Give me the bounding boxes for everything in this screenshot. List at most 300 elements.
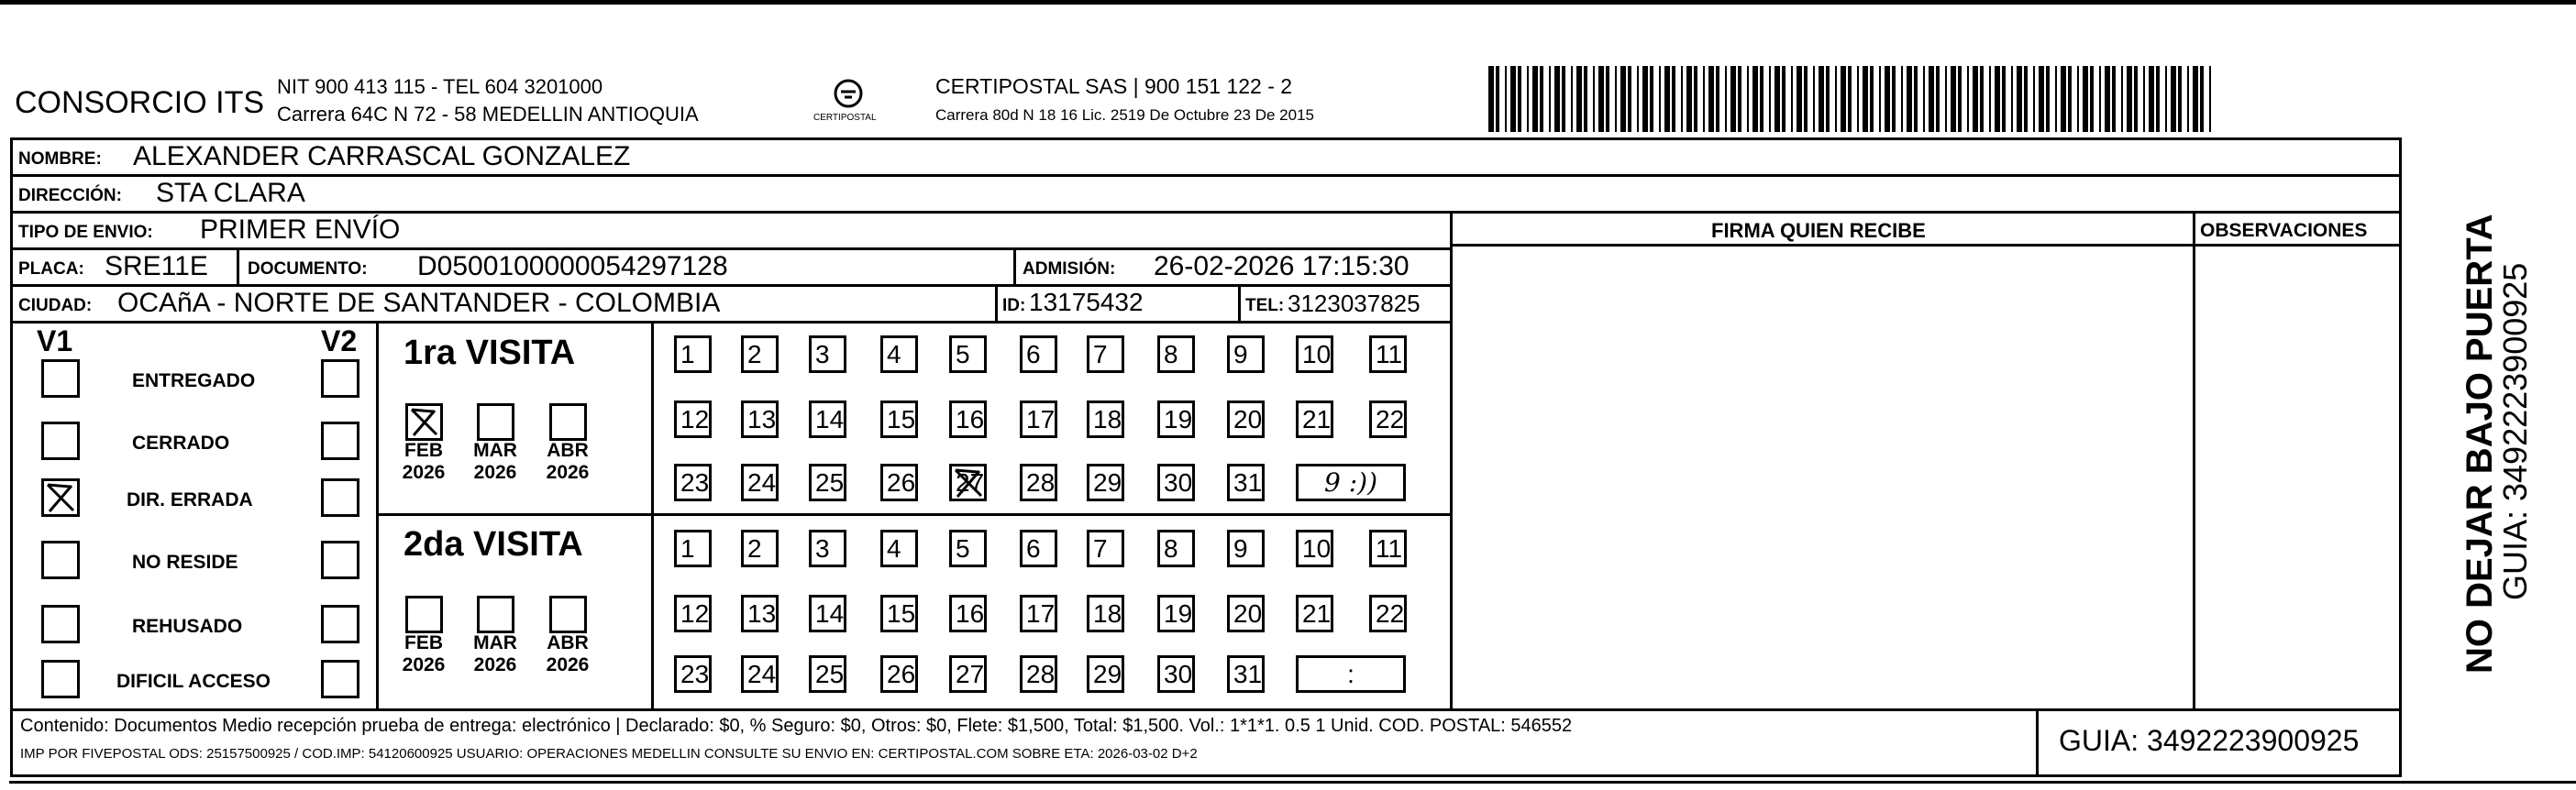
day-number: 6 (1026, 534, 1041, 563)
barcode-bar (1967, 66, 1969, 132)
month-name: FEB (404, 440, 443, 461)
barcode-bar (1835, 66, 1837, 132)
row-line-4 (1450, 244, 2402, 247)
day-number: 10 (1302, 340, 1332, 368)
barcode-bar (1606, 66, 1609, 132)
v1-checkbox[interactable] (41, 422, 80, 460)
direccion-label: DIRECCIÓN: (18, 186, 122, 205)
status-label: CERRADO (132, 433, 230, 454)
barcode-bar (2061, 66, 2066, 132)
day-number: 11 (1376, 340, 1403, 368)
barcode-bar (1760, 66, 1763, 132)
barcode-bar (1571, 66, 1573, 132)
day-number: 29 (1093, 468, 1122, 497)
day-checkbox[interactable] (809, 595, 846, 632)
barcode-bar (1892, 66, 1896, 132)
placa-value: SRE11E (105, 251, 208, 281)
barcode-bar (1527, 66, 1529, 132)
barcode-bar (1725, 66, 1727, 132)
day-checkbox[interactable] (949, 335, 987, 373)
barcode-bar (2178, 66, 2182, 132)
day-checkbox[interactable] (1157, 655, 1195, 693)
day-checkbox[interactable] (1020, 595, 1057, 632)
footer-print-line: IMP POR FIVEPOSTAL ODS: 25157500925 / COD.IMP: 54120600925 USUARIO: OPERACIONES MEDELLIN CONSULTE SU ENVIO EN: CERTIPOSTAL.COM SOBRE ETA: 2026-03-02 D+2 (20, 746, 1198, 762)
day-checkbox[interactable] (880, 595, 918, 632)
day-checkbox[interactable] (1296, 530, 1333, 567)
day-checkbox[interactable] (1020, 464, 1057, 501)
day-checkbox[interactable] (741, 530, 779, 567)
day-number: 12 (680, 405, 710, 433)
month-year: 2026 (546, 654, 590, 675)
check-mark-icon (408, 406, 440, 438)
month-name: MAR (473, 632, 517, 653)
day-number: 15 (887, 599, 916, 628)
barcode-bar (1769, 66, 1771, 132)
day-number: 4 (887, 340, 901, 368)
barcode-bar (1747, 66, 1749, 132)
barcode-bar (1615, 66, 1617, 132)
barcode-bar (2017, 66, 2022, 132)
footer-guia: GUIA: 3492223900925 (2059, 724, 2360, 757)
day-number: 29 (1093, 660, 1122, 688)
direccion-value: STA CLARA (156, 178, 305, 208)
barcode-bar (2046, 66, 2050, 132)
day-number: 13 (747, 405, 777, 433)
id-divider (995, 284, 998, 321)
v2-label: V2 (321, 324, 358, 357)
tel-value: 3123037825 (1288, 290, 1421, 317)
month-checkbox[interactable] (549, 403, 587, 441)
day-checkbox[interactable] (1369, 335, 1407, 373)
barcode-bar (2200, 66, 2204, 132)
barcode-bar (2068, 66, 2072, 132)
month-label (396, 440, 451, 484)
barcode-bar (1620, 66, 1626, 132)
admision-value: 26-02-2026 17:15:30 (1154, 251, 1410, 281)
certipostal-line2: Carrera 80d N 18 16 Lic. 2519 De Octubre 23 De 2015 (935, 106, 1314, 124)
tipo-envio-label: TIPO DE ENVIO: (18, 223, 153, 242)
status-label: REHUSADO (132, 616, 243, 637)
day-checkbox[interactable] (741, 400, 779, 438)
day-checkbox[interactable] (741, 595, 779, 632)
v2-checkbox[interactable] (321, 541, 359, 579)
day-number: 7 (1093, 340, 1108, 368)
barcode-bar (2099, 66, 2101, 132)
day-number: 17 (1026, 599, 1056, 628)
day-number: 7 (1093, 534, 1108, 563)
barcode-bar (1672, 66, 1675, 132)
day-number: 27 (956, 660, 985, 688)
month-year: 2026 (402, 462, 446, 483)
time-value: 9 :)) (1324, 467, 1377, 498)
barcode-bar (1694, 66, 1697, 132)
day-checkbox[interactable] (674, 530, 712, 567)
month-checkbox[interactable] (477, 403, 514, 441)
observaciones-divider (2193, 211, 2195, 710)
day-checkbox[interactable] (741, 464, 779, 501)
month-label (540, 632, 595, 676)
time-value: : (1347, 660, 1354, 688)
barcode-bar (1628, 66, 1631, 132)
tel-divider (1238, 284, 1241, 321)
barcode-bar (1914, 66, 1918, 132)
barcode-bar (1738, 66, 1741, 132)
barcode-bar (1936, 66, 1940, 132)
barcode-bar (1659, 66, 1661, 132)
day-number: 28 (1026, 660, 1056, 688)
day-checkbox[interactable] (674, 464, 712, 501)
barcode-bar (1510, 66, 1516, 132)
top-border (0, 0, 2576, 5)
day-number: 19 (1164, 405, 1193, 433)
barcode-bar (2149, 66, 2154, 132)
v2-checkbox[interactable] (321, 422, 359, 460)
observaciones-label: OBSERVACIONES (2200, 220, 2368, 241)
day-checkbox[interactable] (1296, 335, 1333, 373)
day-checkbox[interactable] (1296, 400, 1333, 438)
day-number: 1 (680, 534, 695, 563)
day-checkbox[interactable] (674, 595, 712, 632)
day-checkbox[interactable] (880, 530, 918, 567)
row-line-1 (10, 174, 2402, 177)
day-checkbox[interactable] (674, 655, 712, 693)
day-checkbox[interactable] (1020, 655, 1057, 693)
barcode-bar (2105, 66, 2110, 132)
barcode-bar (1980, 66, 1984, 132)
footer-line (10, 708, 2402, 711)
barcode-bar (2209, 66, 2211, 132)
day-checkbox[interactable] (1369, 400, 1407, 438)
barcode-bar (2083, 66, 2088, 132)
day-checkbox[interactable] (949, 595, 987, 632)
day-checkbox[interactable] (880, 655, 918, 693)
guia-divider (2036, 708, 2039, 777)
day-number: 30 (1164, 660, 1193, 688)
day-checkbox[interactable] (809, 655, 846, 693)
day-checkbox[interactable] (880, 335, 918, 373)
barcode-bar (1804, 66, 1808, 132)
day-checkbox[interactable] (1087, 464, 1124, 501)
barcode-bar (1870, 66, 1874, 132)
month-year: 2026 (546, 462, 590, 483)
barcode-bar (1791, 66, 1793, 132)
day-number: 26 (887, 660, 916, 688)
day-number: 22 (1376, 599, 1405, 628)
month-checkbox[interactable] (477, 596, 514, 633)
documento-value: D0500100000054297128 (417, 251, 728, 281)
ciudad-value: OCAñA - NORTE DE SANTANDER - COLOMBIA (117, 288, 721, 318)
v2-checkbox[interactable] (321, 359, 359, 398)
check-mark-icon (44, 481, 77, 514)
barcode-bar (1549, 66, 1551, 132)
day-number: 18 (1093, 599, 1122, 628)
logo-text: CERTIPOSTAL (813, 113, 877, 123)
row-line-5 (10, 284, 1452, 287)
barcode-bar (1885, 66, 1890, 132)
barcode-bar (1576, 66, 1582, 132)
barcode-bar (2077, 66, 2079, 132)
day-checkbox[interactable] (1227, 464, 1265, 501)
barcode-bar (2134, 66, 2138, 132)
v2-checkbox[interactable] (321, 605, 359, 643)
barcode-bar (1951, 66, 1956, 132)
day-checkbox[interactable] (1087, 655, 1124, 693)
v1-checkbox[interactable] (41, 359, 80, 398)
day-number: 25 (815, 660, 845, 688)
day-number: 12 (680, 599, 710, 628)
nit-line: NIT 900 413 115 - TEL 604 3201000 (277, 75, 603, 98)
day-checkbox[interactable] (1227, 400, 1265, 438)
side-warning-text: NO DEJAR BAJO PUERTA (2460, 214, 2500, 674)
day-number: 31 (1233, 660, 1263, 688)
v1-checkbox[interactable] (41, 660, 80, 698)
day-checkbox[interactable] (1369, 595, 1407, 632)
day-number: 16 (956, 599, 985, 628)
barcode-bar (1907, 66, 1912, 132)
day-checkbox[interactable] (741, 655, 779, 693)
placa-label: PLACA: (18, 259, 84, 279)
barcode-bar (1901, 66, 1903, 132)
month-name: FEB (404, 632, 443, 653)
day-checkbox[interactable] (674, 335, 712, 373)
day-checkbox[interactable] (1020, 335, 1057, 373)
tipo-envio-value: PRIMER ENVÍO (200, 214, 401, 245)
day-number: 15 (887, 405, 916, 433)
day-number: 23 (680, 660, 710, 688)
day-checkbox[interactable] (1020, 530, 1057, 567)
day-number: 30 (1164, 468, 1193, 497)
barcode-bar (1774, 66, 1780, 132)
day-number: 3 (815, 534, 830, 563)
barcode-bar (1593, 66, 1595, 132)
company-name: CONSORCIO ITS (15, 85, 265, 120)
day-number: 8 (1164, 340, 1178, 368)
barcode-bar (1995, 66, 2000, 132)
admision-label: ADMISIÓN: (1023, 259, 1116, 279)
nombre-value: ALEXANDER CARRASCAL GONZALEZ (133, 141, 631, 171)
barcode-bar (2002, 66, 2006, 132)
day-checkbox[interactable] (1227, 655, 1265, 693)
row-line-6 (10, 321, 1452, 324)
barcode-bar (1488, 66, 1494, 132)
second-visit-title: 2da VISITA (404, 525, 583, 564)
month-year: 2026 (473, 462, 517, 483)
day-number: 22 (1376, 405, 1405, 433)
day-checkbox[interactable] (1157, 595, 1195, 632)
barcode-bar (1540, 66, 1543, 132)
day-checkbox[interactable] (1157, 464, 1195, 501)
barcode-bar (2090, 66, 2094, 132)
barcode-bar (1716, 66, 1719, 132)
barcode-bar (1848, 66, 1852, 132)
month-year: 2026 (473, 654, 517, 675)
status-label: DIFICIL ACCESO (116, 671, 271, 692)
barcode-bar (1945, 66, 1947, 132)
day-checkbox[interactable] (1157, 400, 1195, 438)
documento-label: DOCUMENTO: (248, 259, 368, 279)
day-checkbox[interactable] (949, 464, 987, 501)
day-number: 14 (815, 599, 845, 628)
day-number: 5 (956, 534, 970, 563)
day-number: 14 (815, 405, 845, 433)
day-number: 5 (956, 340, 970, 368)
id-label: ID: (1002, 296, 1026, 315)
day-checkbox[interactable] (809, 530, 846, 567)
day-number: 24 (747, 468, 777, 497)
day-number: 20 (1233, 405, 1263, 433)
barcode-bar (2055, 66, 2057, 132)
v2-checkbox[interactable] (321, 478, 359, 517)
barcode-bar (1642, 66, 1648, 132)
barcode-bar (1562, 66, 1565, 132)
day-number: 27 (956, 468, 985, 497)
v1-checkbox[interactable] (41, 478, 80, 517)
barcode-bar (1650, 66, 1653, 132)
barcode-image (1487, 66, 2216, 132)
barcode-bar (1826, 66, 1830, 132)
barcode-bar (1752, 66, 1758, 132)
day-checkbox[interactable] (1296, 595, 1333, 632)
barcode-bar (2187, 66, 2189, 132)
day-checkbox[interactable] (809, 400, 846, 438)
day-checkbox[interactable] (1227, 335, 1265, 373)
barcode (1487, 66, 2216, 132)
time-field[interactable] (1296, 655, 1406, 693)
barcode-bar (2193, 66, 2198, 132)
barcode-bar (1532, 66, 1538, 132)
day-checkbox[interactable] (741, 335, 779, 373)
footer-content-line: Contenido: Documentos Medio recepción prueba de entrega: electrónico | Declarado: $0, % Seguro: $0, Otros: $0, Flete: $1,500, Total: $1,500. Vol.: 1*1*1. 0.5 1 Unid. COD. POSTAL: 546552 (20, 716, 1573, 736)
barcode-bar (2039, 66, 2044, 132)
v2-checkbox[interactable] (321, 660, 359, 698)
day-number: 13 (747, 599, 777, 628)
barcode-bar (1989, 66, 1991, 132)
barcode-bar (2156, 66, 2160, 132)
barcode-bar (1797, 66, 1802, 132)
day-checkbox[interactable] (1087, 530, 1124, 567)
month-checkbox[interactable] (405, 403, 443, 441)
barcode-bar (1664, 66, 1670, 132)
day-checkbox[interactable] (1227, 530, 1265, 567)
barcode-bar (1505, 66, 1507, 132)
day-number: 31 (1233, 468, 1263, 497)
day-number: 6 (1026, 340, 1041, 368)
barcode-bar (1518, 66, 1521, 132)
barcode-bar (1819, 66, 1824, 132)
barcode-bar (1879, 66, 1881, 132)
day-number: 23 (680, 468, 710, 497)
check-mark-icon (952, 466, 985, 499)
tel-label: TEL: (1245, 296, 1285, 315)
day-number: 2 (747, 534, 762, 563)
month-label (468, 440, 523, 484)
day-number: 9 (1233, 534, 1248, 563)
time-field[interactable] (1296, 464, 1406, 501)
day-checkbox[interactable] (949, 655, 987, 693)
day-checkbox[interactable] (1020, 400, 1057, 438)
day-number: 21 (1302, 599, 1332, 628)
day-number: 10 (1302, 534, 1332, 563)
month-checkbox[interactable] (549, 596, 587, 633)
barcode-bar (2171, 66, 2176, 132)
day-checkbox[interactable] (880, 464, 918, 501)
day-checkbox[interactable] (880, 400, 918, 438)
placa-divider (237, 247, 239, 284)
v1-checkbox[interactable] (41, 541, 80, 579)
month-name: MAR (473, 440, 517, 461)
month-label (540, 440, 595, 484)
day-checkbox[interactable] (1157, 530, 1195, 567)
barcode-bar (1681, 66, 1683, 132)
bottom-border (9, 781, 2576, 784)
side-guia-text: GUIA: 3492223900925 (2496, 262, 2534, 600)
admision-divider (1013, 247, 1016, 284)
day-number: 18 (1093, 405, 1122, 433)
day-checkbox[interactable] (809, 464, 846, 501)
day-number: 26 (887, 468, 916, 497)
day-number: 21 (1302, 405, 1332, 433)
day-number: 4 (887, 534, 901, 563)
month-checkbox[interactable] (405, 596, 443, 633)
barcode-bar (1730, 66, 1736, 132)
day-checkbox[interactable] (949, 530, 987, 567)
day-number: 20 (1233, 599, 1263, 628)
barcode-bar (1857, 66, 1859, 132)
barcode-bar (1973, 66, 1978, 132)
barcode-bar (1923, 66, 1925, 132)
day-checkbox[interactable] (1087, 335, 1124, 373)
day-checkbox[interactable] (674, 400, 712, 438)
barcode-bar (1584, 66, 1587, 132)
day-number: 3 (815, 340, 830, 368)
day-number: 16 (956, 405, 985, 433)
day-number: 24 (747, 660, 777, 688)
day-checkbox[interactable] (1227, 595, 1265, 632)
day-number: 2 (747, 340, 762, 368)
day-number: 8 (1164, 534, 1178, 563)
first-visit-title: 1ra VISITA (404, 334, 576, 372)
firma-label: FIRMA QUIEN RECIBE (1711, 219, 1926, 242)
day-number: 1 (680, 340, 695, 368)
barcode-bar (1703, 66, 1705, 132)
month-name: ABR (547, 440, 589, 461)
barcode-bar (2024, 66, 2028, 132)
barcode-bar (2165, 66, 2167, 132)
v1-label: V1 (37, 324, 73, 357)
status-label: ENTREGADO (132, 370, 256, 391)
barcode-bar (1554, 66, 1560, 132)
day-checkbox[interactable] (1087, 595, 1124, 632)
day-checkbox[interactable] (1369, 530, 1407, 567)
barcode-bar (1708, 66, 1714, 132)
day-checkbox[interactable] (1087, 400, 1124, 438)
day-checkbox[interactable] (949, 400, 987, 438)
day-checkbox[interactable] (1157, 335, 1195, 373)
row-line-3 (10, 247, 1452, 250)
ciudad-label: CIUDAD: (18, 296, 93, 315)
v1-checkbox[interactable] (41, 605, 80, 643)
barcode-bar (2127, 66, 2132, 132)
status-label: DIR. ERRADA (127, 489, 253, 510)
address-line: Carrera 64C N 72 - 58 MEDELLIN ANTIOQUIA (277, 103, 699, 126)
nombre-label: NOMBRE: (18, 149, 102, 169)
certipostal-line1: CERTIPOSTAL SAS | 900 151 122 - 2 (935, 74, 1293, 98)
barcode-bar (1813, 66, 1815, 132)
barcode-bar (1686, 66, 1692, 132)
day-number: 17 (1026, 405, 1056, 433)
month-year: 2026 (402, 654, 446, 675)
day-checkbox[interactable] (809, 335, 846, 373)
